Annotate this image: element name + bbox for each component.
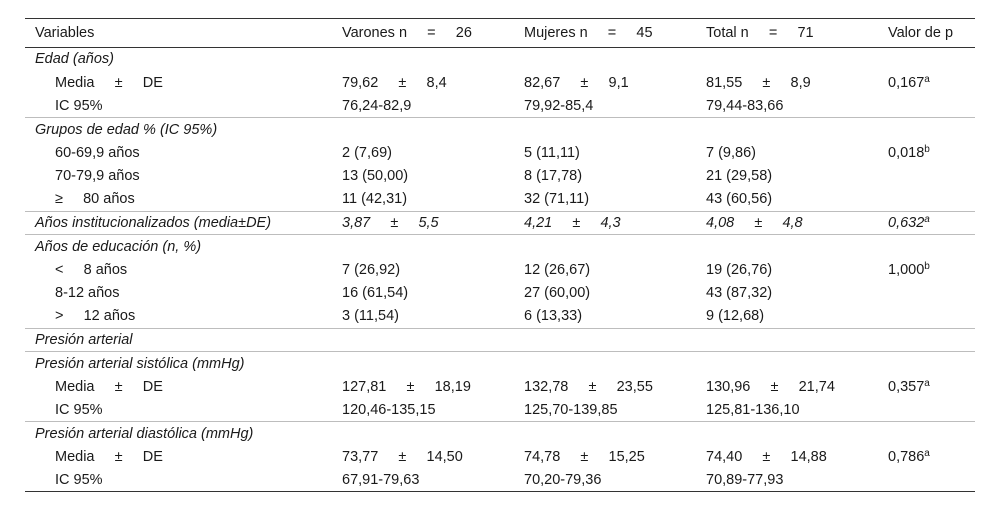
cell-total: 4,08 ± 4,8: [696, 211, 878, 234]
cell-mujeres: 6 (13,33): [514, 305, 696, 328]
table-row: [25, 445, 975, 468]
table-row: [25, 281, 975, 304]
table-row: [25, 164, 975, 187]
cell-mujeres: 8 (17,78): [524, 168, 583, 185]
cell-p-value: [878, 188, 975, 211]
section-label: Grupos de edad % (IC 95%): [35, 121, 218, 138]
p-superscript: b: [924, 260, 930, 272]
cell-total: 125,81-136,10: [696, 398, 878, 421]
table-row: [25, 211, 975, 234]
cell-p-value: [878, 164, 975, 187]
p-superscript: a: [924, 447, 930, 459]
cell-total: 79,44-83,66: [696, 94, 878, 117]
cell-mujeres: 12 (26,67): [524, 261, 591, 278]
cell-total: [696, 235, 878, 258]
cell-total: 9 (12,68): [696, 305, 878, 328]
table-row: [25, 305, 975, 328]
table-row: [25, 188, 975, 211]
cell-mujeres: [514, 352, 696, 375]
table-row: [25, 141, 975, 164]
cell-total: 19 (26,76): [706, 261, 773, 278]
cell-p-value: [878, 71, 975, 94]
cell-varones: 7 (26,92): [342, 261, 401, 278]
cell-varones: 76,24-82,9: [332, 94, 514, 117]
p-value: 0,632: [888, 214, 925, 231]
cell-mujeres: [514, 328, 696, 351]
cell-total: 21 (29,58): [706, 168, 773, 185]
cell-varones: 79,62 ± 8,4: [342, 74, 447, 91]
cell-p-value: [878, 211, 975, 234]
row-label: IC 95%: [25, 94, 332, 117]
section-label: Presión arterial diastólica (mmHg): [35, 425, 254, 442]
cell-p-value: [878, 375, 975, 398]
cell-p-value: [878, 48, 975, 71]
table-row: [25, 352, 975, 375]
cell-total: 74,40 ± 14,88: [706, 448, 827, 465]
cell-mujeres: 132,78 ± 23,55: [524, 378, 653, 395]
cell-total: 43 (87,32): [706, 285, 773, 302]
cell-mujeres: 125,70-139,85: [514, 398, 696, 421]
cell-total: [696, 352, 878, 375]
cell-p-value: [878, 352, 975, 375]
row-label: ≥ 80 años: [25, 188, 332, 211]
cell-varones: 3,87 ± 5,5: [332, 211, 514, 234]
table-row: [25, 375, 975, 398]
cell-mujeres: [514, 422, 696, 445]
p-superscript: a: [924, 377, 930, 389]
data-table-container: [25, 18, 975, 492]
cell-total: 81,55 ± 8,9: [706, 74, 811, 91]
row-label: Media ± DE: [55, 74, 163, 91]
cell-varones: [332, 118, 514, 141]
row-label: IC 95%: [25, 398, 332, 421]
table-header-row: [25, 19, 975, 48]
cell-p-value: [878, 118, 975, 141]
table-row: [25, 48, 975, 71]
section-label: Edad (años): [35, 51, 114, 68]
cell-p-value: [878, 328, 975, 351]
cell-p-value: [878, 469, 975, 492]
table-row: [25, 469, 975, 492]
cell-mujeres: 27 (60,00): [524, 285, 591, 302]
p-value: 0,357: [888, 378, 925, 395]
header-mujeres: Mujeres n = 45: [514, 19, 696, 48]
header-varones: Varones n = 26: [332, 19, 514, 48]
cell-varones: 13 (50,00): [342, 168, 409, 185]
section-label: Presión arterial sistólica (mmHg): [35, 355, 245, 372]
cell-p-value: [878, 94, 975, 117]
row-label: Media ± DE: [55, 448, 163, 465]
cell-total: 130,96 ± 21,74: [706, 378, 835, 395]
row-label: 60-69,9 años: [55, 144, 140, 161]
table-row: [25, 258, 975, 281]
row-label: < 8 años: [55, 261, 128, 278]
cell-varones: 2 (7,69): [342, 144, 392, 161]
cell-mujeres: 74,78 ± 15,25: [524, 448, 645, 465]
row-label: Media ± DE: [55, 378, 163, 395]
cell-p-value: [878, 235, 975, 258]
section-label: Años institucionalizados (media±DE): [25, 211, 332, 234]
table-row: [25, 235, 975, 258]
row-label: IC 95%: [25, 469, 332, 492]
cell-mujeres: [514, 118, 696, 141]
cell-varones: 67,91-79,63: [332, 469, 514, 492]
cell-varones: 16 (61,54): [342, 285, 409, 302]
cell-p-value: [878, 305, 975, 328]
p-value: 0,167: [888, 74, 925, 91]
cell-mujeres: [514, 235, 696, 258]
row-label: 70-79,9 años: [55, 168, 140, 185]
p-value: 1,000: [888, 261, 925, 278]
p-superscript: b: [924, 143, 930, 155]
table-row: [25, 398, 975, 421]
cell-total: 43 (60,56): [696, 188, 878, 211]
cell-varones: 127,81 ± 18,19: [342, 378, 471, 395]
section-label: Presión arterial: [25, 328, 332, 351]
cell-varones: [332, 328, 514, 351]
cell-p-value: [878, 258, 975, 281]
table-row: [25, 71, 975, 94]
cell-mujeres: 4,21 ± 4,3: [514, 211, 696, 234]
cell-total: [696, 422, 878, 445]
p-superscript: a: [924, 213, 930, 225]
row-label: 8-12 años: [55, 285, 120, 302]
cell-varones: 3 (11,54): [332, 305, 514, 328]
table-row: [25, 118, 975, 141]
cell-mujeres: 82,67 ± 9,1: [524, 74, 629, 91]
header-valor-p: Valor de p: [878, 19, 975, 48]
cell-p-value: [878, 445, 975, 468]
cell-total: 7 (9,86): [706, 144, 756, 161]
header-variables: Variables: [25, 19, 332, 48]
cell-total: 70,89-77,93: [696, 469, 878, 492]
p-value: 0,786: [888, 448, 925, 465]
cell-varones: 73,77 ± 14,50: [342, 448, 463, 465]
header-total: Total n = 71: [696, 19, 878, 48]
cell-varones: 11 (42,31): [332, 188, 514, 211]
p-value: 0,018: [888, 144, 925, 161]
row-label: > 12 años: [25, 305, 332, 328]
section-label: Años de educación (n, %): [35, 238, 202, 255]
cell-p-value: [878, 398, 975, 421]
characteristics-table: [25, 18, 975, 492]
cell-total: [696, 328, 878, 351]
table-row: [25, 422, 975, 445]
cell-varones: [332, 422, 514, 445]
cell-varones: [332, 352, 514, 375]
cell-p-value: [878, 422, 975, 445]
cell-varones: 120,46-135,15: [332, 398, 514, 421]
cell-p-value: [878, 141, 975, 164]
cell-mujeres: 79,92-85,4: [514, 94, 696, 117]
cell-p-value: [878, 281, 975, 304]
p-superscript: a: [924, 73, 930, 85]
cell-mujeres: 32 (71,11): [514, 188, 696, 211]
cell-total: [696, 48, 878, 71]
cell-mujeres: [514, 48, 696, 71]
table-row: [25, 328, 975, 351]
cell-mujeres: 5 (11,11): [524, 144, 580, 161]
cell-mujeres: 70,20-79,36: [514, 469, 696, 492]
table-row: [25, 94, 975, 117]
cell-varones: [332, 235, 514, 258]
cell-total: [696, 118, 878, 141]
cell-varones: [332, 48, 514, 71]
